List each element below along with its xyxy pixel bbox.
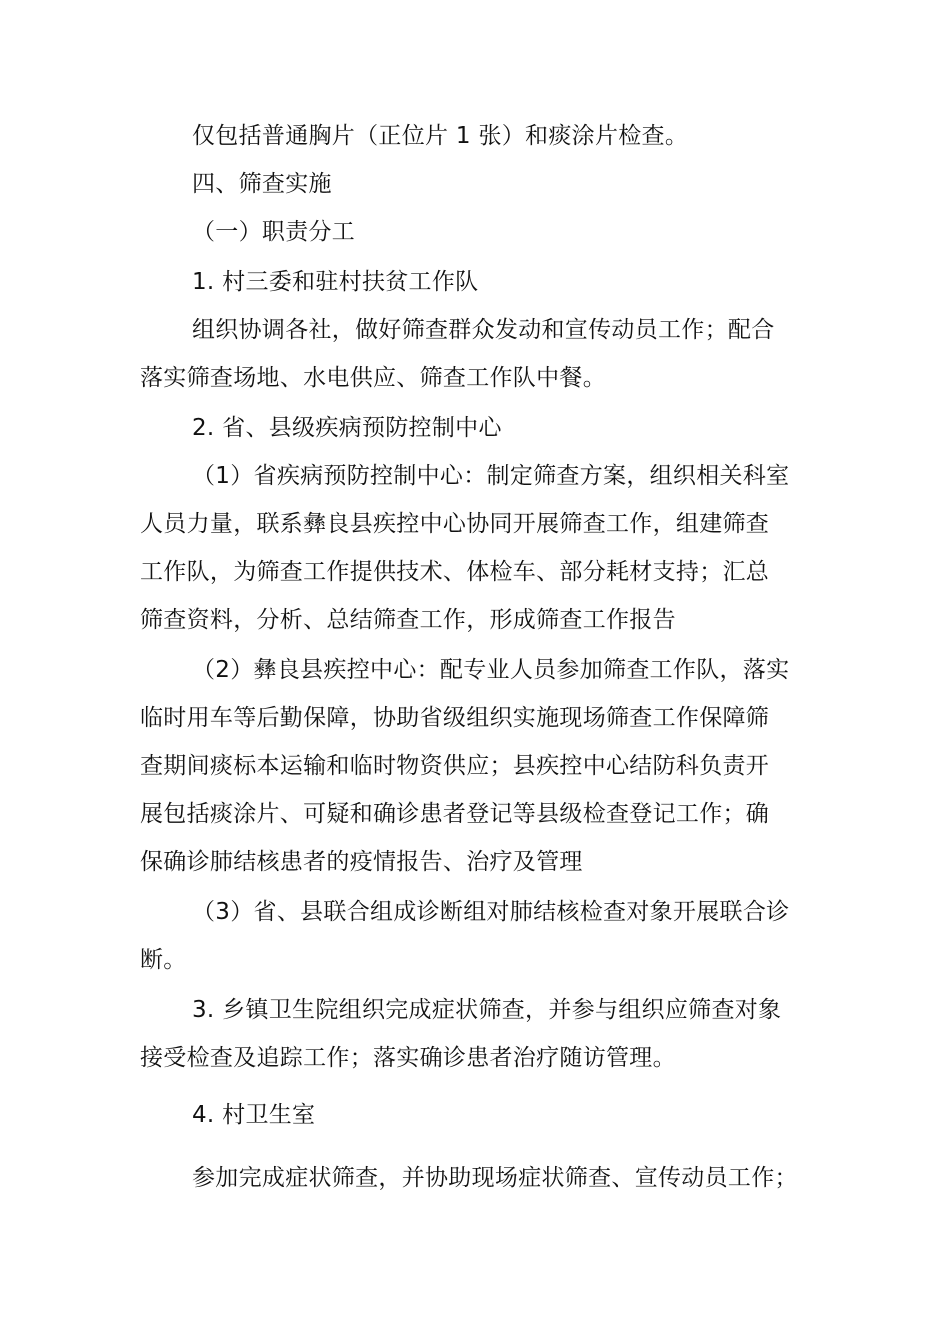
text-line: （1）省疾病预防控制中心：制定筛查方案，组织相关科室 [192,463,790,489]
text-line: 落实筛查场地、水电供应、筛查工作队中餐。 [140,365,606,391]
text-line: 仅包括普通胸片（正位片 1 张）和痰涂片检查。 [192,123,689,149]
text-line: 查期间痰标本运输和临时物资供应；县疾控中心结防科负责开 [140,753,770,779]
subsection-heading: （一）职责分工 [192,219,356,245]
text-line: 接受检查及追踪工作；落实确诊患者治疗随访管理。 [140,1045,676,1071]
text-line: 工作队，为筛查工作提供技术、体检车、部分耗材支持；汇总 [140,559,770,585]
text-line: 筛查资料，分析、总结筛查工作，形成筛查工作报告 [140,607,676,633]
text-line: 展包括痰涂片、可疑和确诊患者登记等县级检查登记工作；确 [140,801,770,827]
section-heading: 四、筛查实施 [192,171,332,197]
text-line: 人员力量，联系彝良县疾控中心协同开展筛查工作，组建筛查 [140,511,770,537]
item-heading: 4. 村卫生室 [192,1102,316,1128]
text-line: 组织协调各社，做好筛查群众发动和宣传动员工作；配合 [192,317,775,343]
text-line: 断。 [140,947,187,973]
item-heading: 2. 省、县级疾病预防控制中心 [192,415,502,441]
text-line: （2）彝良县疾控中心：配专业人员参加筛查工作队，落实 [192,657,790,683]
text-line: 参加完成症状筛查，并协助现场症状筛查、宣传动员工作； [192,1165,798,1191]
text-line: （3）省、县联合组成诊断组对肺结核检查对象开展联合诊 [192,899,790,925]
text-line: 临时用车等后勤保障，协助省级组织实施现场筛查工作保障筛 [140,705,770,731]
text-line: 保确诊肺结核患者的疫情报告、治疗及管理 [140,849,583,875]
item-heading: 1. 村三委和驻村扶贫工作队 [192,269,479,295]
text-line: 3. 乡镇卫生院组织完成症状筛查，并参与组织应筛查对象 [192,997,782,1023]
